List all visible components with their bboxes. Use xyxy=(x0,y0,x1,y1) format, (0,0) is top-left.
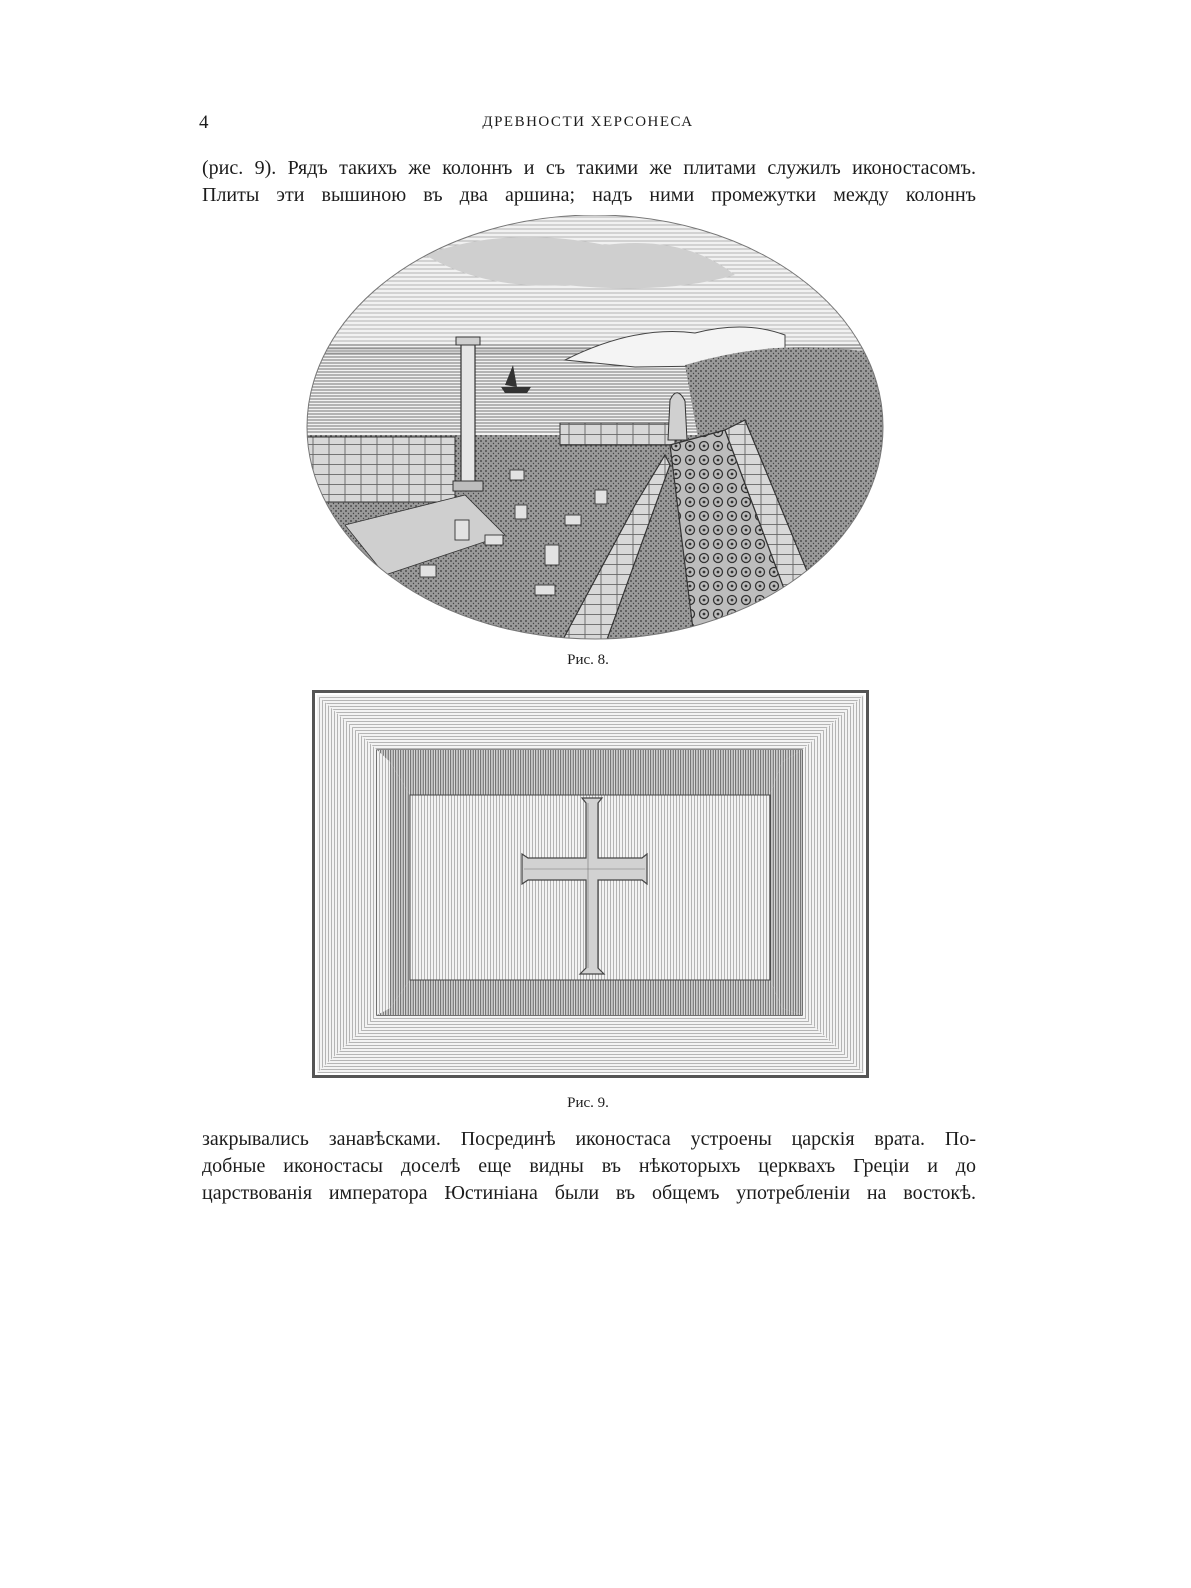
text-line: Плиты эти вышиною въ два аршина; надъ ними промежутки между колоннъ xyxy=(202,184,976,206)
paragraph-bottom xyxy=(202,1126,976,1207)
text-line: закрывались занавѣсками. Посрединѣ иконостаса устроены царскія врата. По- xyxy=(202,1128,976,1150)
paragraph-top xyxy=(202,155,976,209)
text-line: (рис. 9). Рядъ такихъ же колоннъ и съ такими же плитами служилъ иконостасомъ. xyxy=(202,157,976,179)
figure-8-caption: Рис. 8. xyxy=(567,652,609,668)
figure-9-caption: Рис. 9. xyxy=(567,1095,609,1111)
figure-8-engraving xyxy=(305,215,885,645)
running-head: ДРЕВНОСТИ ХЕРСОНЕСА xyxy=(482,114,694,130)
page-number: 4 xyxy=(199,112,209,133)
text-line: царствованія императора Юстиніана были въ общемъ употребленіи на востокѣ. xyxy=(202,1182,976,1204)
figure-9-engraving xyxy=(312,690,869,1078)
text-line: добные иконостасы доселѣ еще видны въ нѣкоторыхъ церквахъ Грецiи и до xyxy=(202,1155,976,1177)
